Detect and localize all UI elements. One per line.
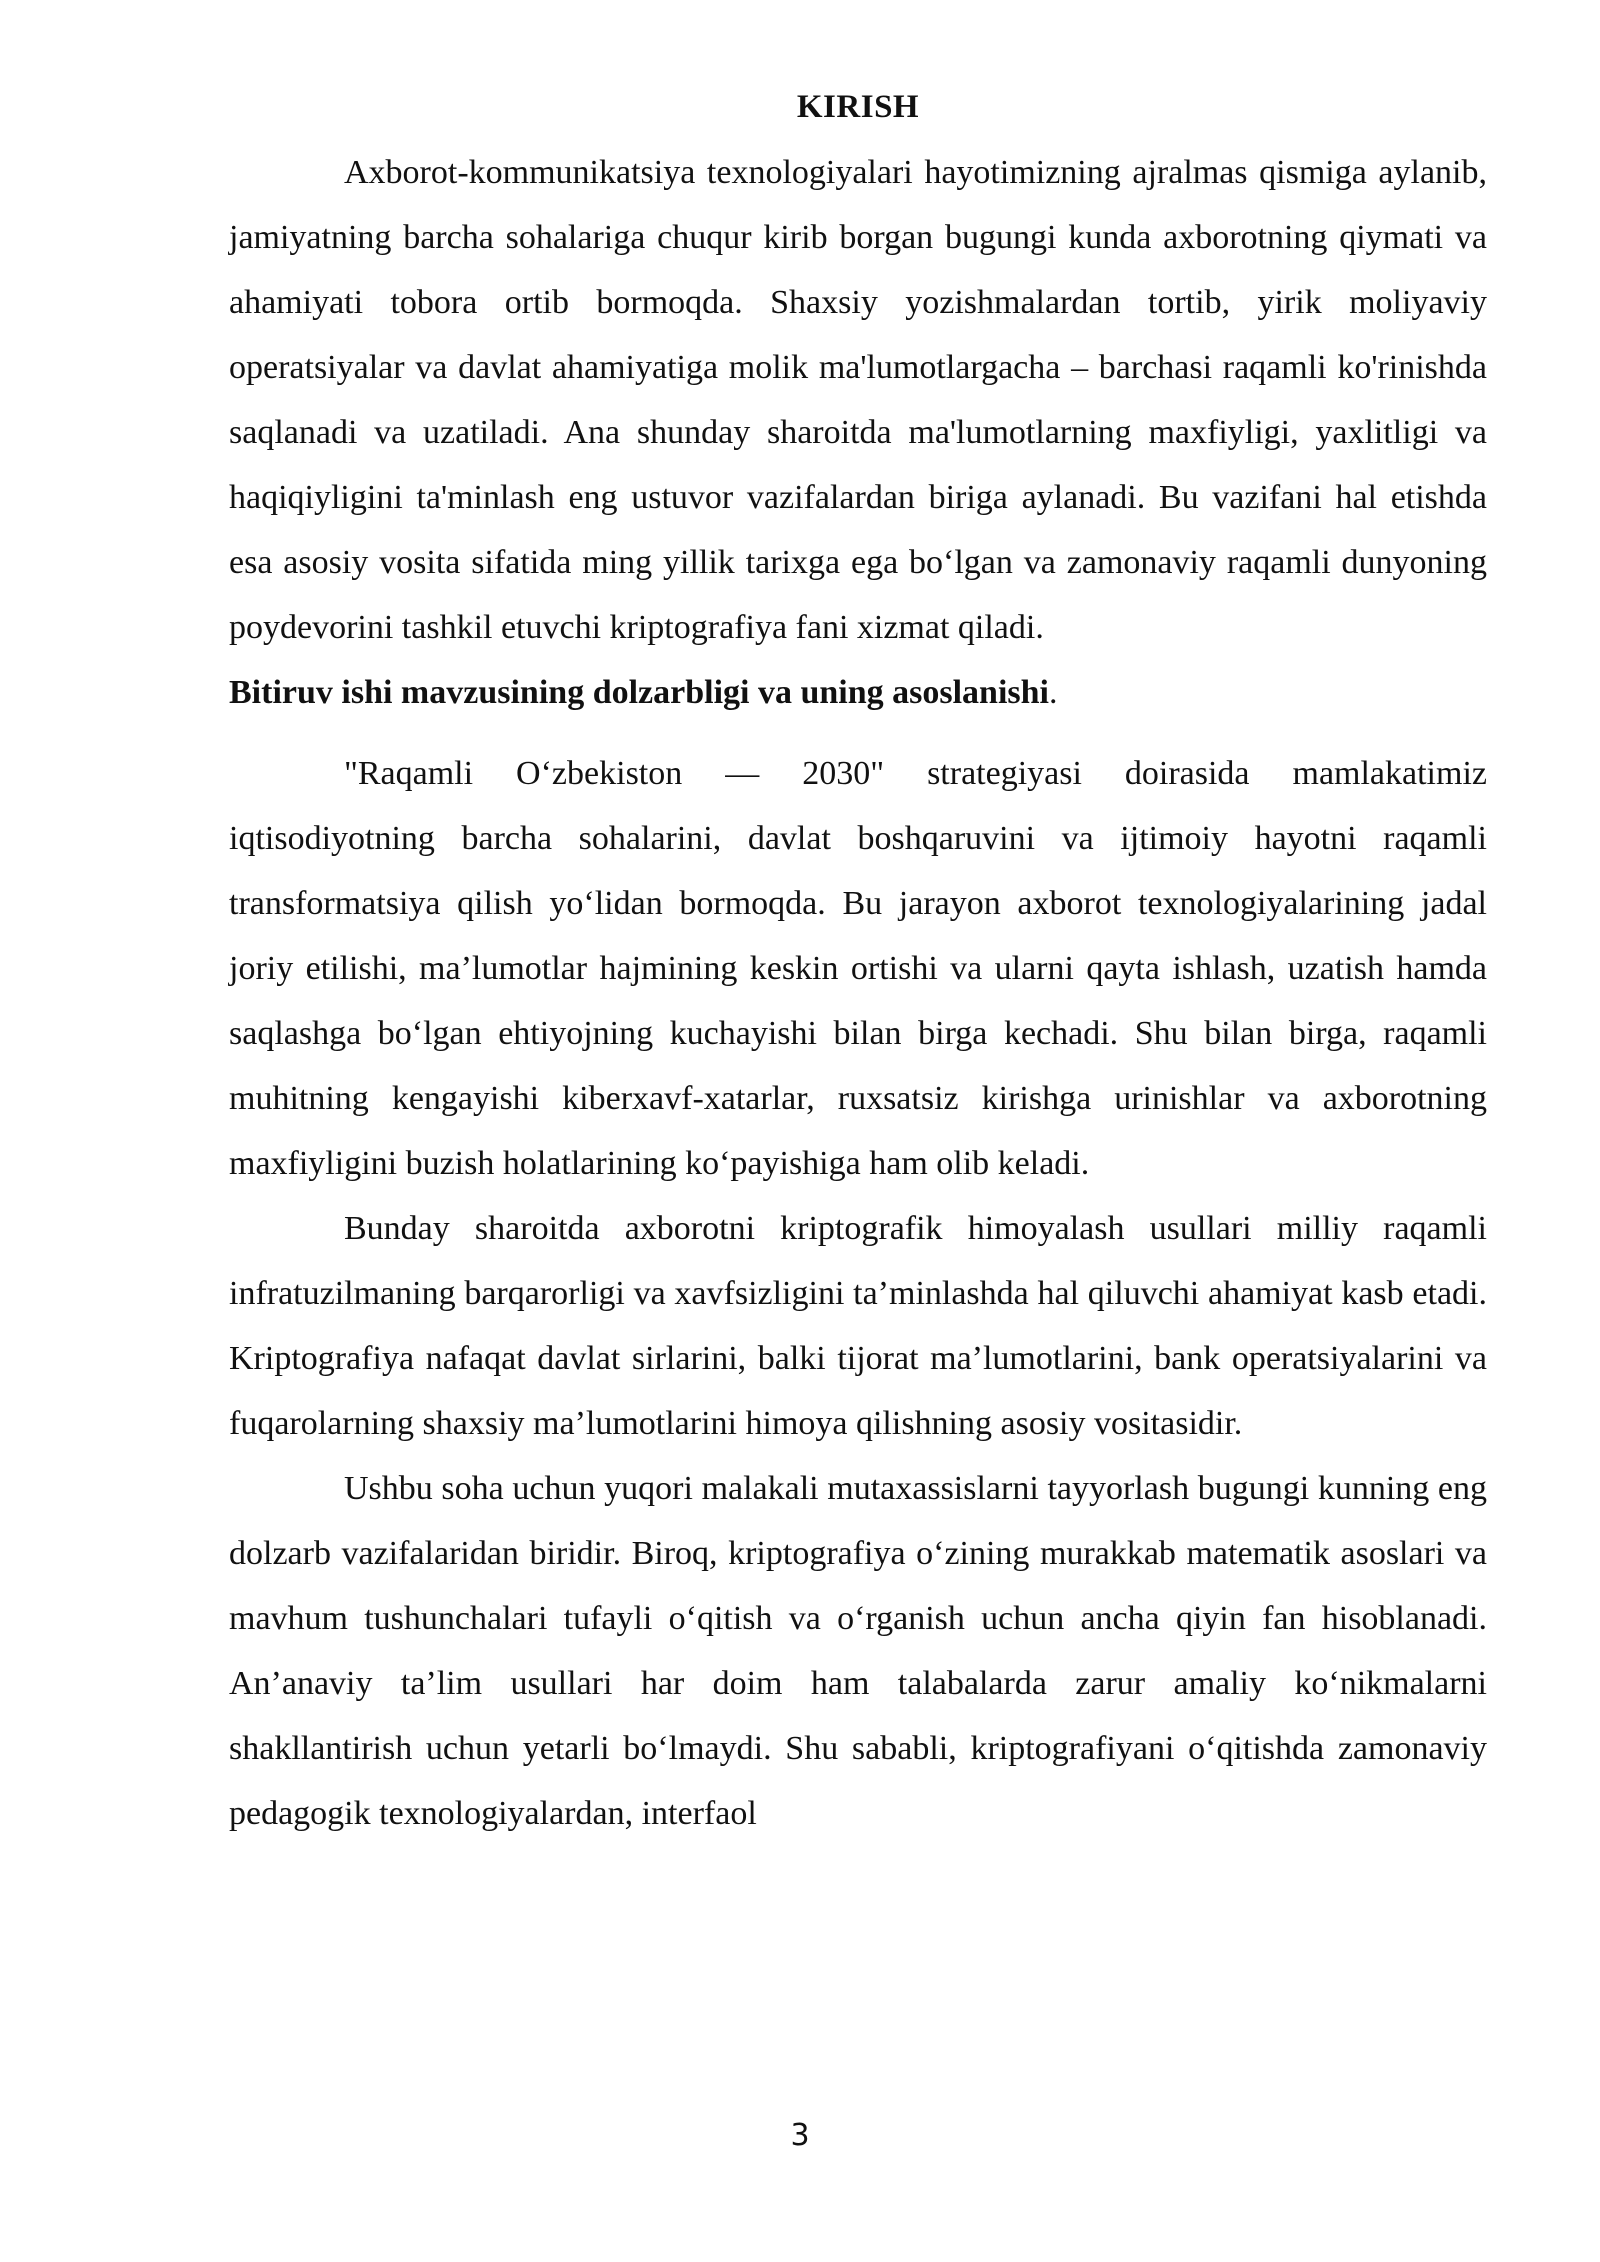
subsection-heading xyxy=(229,660,1487,725)
subsection-heading-text: Bitiruv ishi mavzusining dolzarbligi va uning asoslanishi xyxy=(229,674,1050,711)
body-paragraph: Bunday sharoitda axborotni kriptografik himoyalash usullari milliy raqamli infratuzilmaning barqarorligi va xavfsizligini ta’minlashda hal qiluvchi ahamiyat kasb etadi. Kriptografiya nafaqat davlat sirlarini, balki tijorat ma’lumotlarini, bank operatsiyalarini va fuqarolarning shaxsiy ma’lumotlarini himoya qilishning asosiy vositasidir. xyxy=(229,1210,1487,1442)
document-body xyxy=(229,82,1487,1846)
subsection-heading-period: . xyxy=(1049,674,1058,711)
body-paragraph: "Raqamli O‘zbekiston — 2030" strategiyasi doirasida mamlakatimiz iqtisodiyotning barcha sohalarini, davlat boshqaruvini va ijtimoiy hayotni raqamli transformatsiya qilish yo‘lidan bormoqda. Bu jarayon axborot texnologiyalarining jadal joriy etilishi, ma’lumotlar hajmining keskin ortishi va ularni qayta ishlash, uzatish hamda saqlashga bo‘lgan ehtiyojning kuchayishi bilan birga kechadi. Shu bilan birga, raqamli muhitning kengayishi kiberxavf-xatarlar, ruxsatsiz kirishga urinishlar va axborotning maxfiyligini buzish holatlarining ko‘payishiga ham olib keladi. xyxy=(229,755,1487,1182)
section-heading: KIRISH xyxy=(796,89,920,125)
page-number: 3 xyxy=(790,2118,810,2153)
body-paragraph: Ushbu soha uchun yuqori malakali mutaxassislarni tayyorlash bugungi kunning eng dolzarb vazifalaridan biridir. Biroq, kriptografiya o‘zining murakkab matematik asoslari va mavhum tushunchalari tufayli o‘qitish va o‘rganish uchun ancha qiyin fan hisoblanadi. An’anaviy ta’lim usullari har doim ham talabalarda zarur amaliy ko‘nikmalarni shakllantirish uchun yetarli bo‘lmaydi. Shu sababli, kriptografiyani o‘qitishda zamonaviy pedagogik texnologiyalardan, interfaol xyxy=(229,1470,1487,1832)
intro-paragraph: Axborot-kommunikatsiya texnologiyalari hayotimizning ajralmas qismiga aylanib, jamiyatning barcha sohalariga chuqur kirib borgan bugungi kunda axborotning qiymati va ahamiyati tobora ortib bormoqda. Shaxsiy yozishmalardan tortib, yirik moliyaviy operatsiyalar va davlat ahamiyatiga molik ma'lumotlargacha – barchasi raqamli ko'rinishda saqlanadi va uzatiladi. Ana shunday sharoitda ma'lumotlarning maxfiyligi, yaxlitligi va haqiqiyligini ta'minlash eng ustuvor vazifalardan biriga aylanadi. Bu vazifani hal etishda esa asosiy vosita sifatida ming yillik tarixga ega bo‘lgan va zamonaviy raqamli dunyoning poydevorini tashkil etuvchi kriptografiya fani xizmat qiladi. xyxy=(229,154,1487,646)
